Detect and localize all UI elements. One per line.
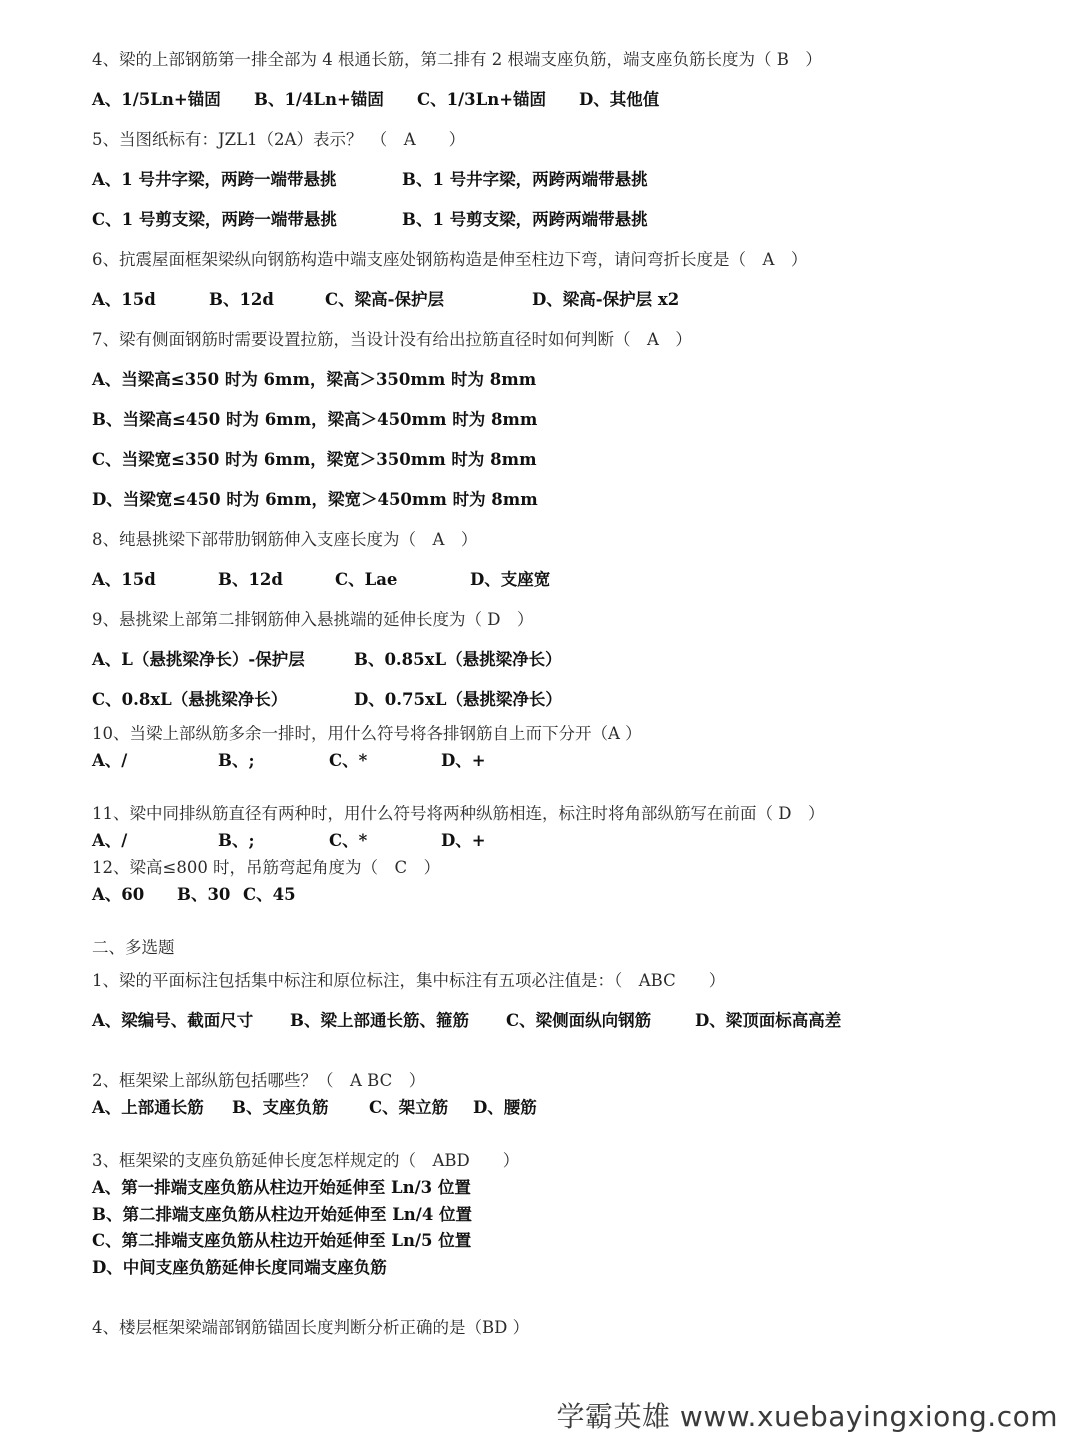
question-9: 9、悬挑梁上部第二排钢筋伸入悬挑端的延伸长度为（ D ） xyxy=(92,610,534,629)
question-12: 12、梁高≤800 时，吊筋弯起角度为（ C ） xyxy=(92,858,441,877)
option-b: B、1/4Ln+锚固 xyxy=(254,90,384,109)
option-b: B、梁上部通长筋、箍筋 xyxy=(290,1011,469,1030)
option-a: A、上部通长筋 xyxy=(92,1098,204,1117)
option-b: B、12d xyxy=(218,570,283,589)
watermark: 学霸英雄 www.xuebayingxiong.com xyxy=(556,1400,1058,1433)
question-11-options xyxy=(92,833,992,853)
option-a: A、第一排端支座负筋从柱边开始延伸至 Ln/3 位置 xyxy=(92,1178,471,1197)
multi-question-2: 2、框架梁上部纵筋包括哪些？（ A BC ） xyxy=(92,1071,426,1090)
option-c: C、Lae xyxy=(335,570,398,589)
question-5-options-row1 xyxy=(92,172,992,192)
question-5: 5、当图纸标有：JZL1（2A）表示？ （ A ） xyxy=(92,130,466,149)
option-c: C、* xyxy=(329,831,368,850)
question-9-options-row1 xyxy=(92,652,992,672)
option-c: C、45 xyxy=(243,885,296,904)
option-d: D、支座宽 xyxy=(470,570,551,589)
option-d: D、梁顶面标高高差 xyxy=(695,1011,842,1030)
option-a: A、60 xyxy=(92,885,145,904)
option-c: C、当梁宽≤350 时为 6mm，梁宽＞350mm 时为 8mm xyxy=(92,450,537,469)
question-10: 10、当梁上部纵筋多余一排时，用什么符号将各排钢筋自上而下分开（A ） xyxy=(92,724,642,743)
option-c: C、1/3Ln+锚固 xyxy=(417,90,547,109)
option-b: B、支座负筋 xyxy=(232,1098,329,1117)
option-c: C、* xyxy=(329,751,368,770)
option-b: B、1 号井字梁，两跨两端带悬挑 xyxy=(402,170,648,189)
option-d: D、+ xyxy=(441,831,486,850)
option-b2: B、1 号剪支梁，两跨两端带悬挑 xyxy=(402,210,648,229)
option-c: C、梁高-保护层 xyxy=(325,290,444,309)
option-a: A、15d xyxy=(92,570,156,589)
option-d: D、当梁宽≤450 时为 6mm，梁宽＞450mm 时为 8mm xyxy=(92,490,538,509)
option-d: D、腰筋 xyxy=(473,1098,537,1117)
question-4: 4、梁的上部钢筋第一排全部为 4 根通长筋，第二排有 2 根端支座负筋，端支座负筋长度为（ B ） xyxy=(92,50,822,69)
option-b: B、; xyxy=(218,751,255,770)
option-a: A、/ xyxy=(92,831,128,850)
option-d: D、+ xyxy=(441,751,486,770)
option-b: B、0.85xL（悬挑梁净长） xyxy=(354,650,562,669)
option-d: D、其他值 xyxy=(579,90,660,109)
option-b: B、当梁高≤450 时为 6mm，梁高＞450mm 时为 8mm xyxy=(92,410,538,429)
question-4-options xyxy=(92,92,992,112)
multi-question-3: 3、框架梁的支座负筋延伸长度怎样规定的（ ABD ） xyxy=(92,1151,520,1170)
option-a: A、/ xyxy=(92,751,128,770)
question-12-options xyxy=(92,887,992,907)
multi-question-4: 4、楼层框架梁端部钢筋锚固长度判断分析正确的是（BD ） xyxy=(92,1318,530,1337)
option-d: D、中间支座负筋延伸长度同端支座负筋 xyxy=(92,1258,387,1277)
option-c: C、架立筋 xyxy=(369,1098,449,1117)
question-6: 6、抗震屋面框架梁纵向钢筋构造中端支座处钢筋构造是伸至柱边下弯，请问弯折长度是（ A ） xyxy=(92,250,808,269)
option-d: D、梁高-保护层 x2 xyxy=(532,290,680,309)
question-10-options xyxy=(92,753,992,773)
option-a: A、1/5Ln+锚固 xyxy=(92,90,221,109)
option-a: A、梁编号、截面尺寸 xyxy=(92,1011,254,1030)
section-title: 二、多选题 xyxy=(92,938,175,957)
question-8-options xyxy=(92,572,992,592)
option-c: C、第二排端支座负筋从柱边开始延伸至 Ln/5 位置 xyxy=(92,1231,472,1250)
option-c: C、0.8xL（悬挑梁净长） xyxy=(92,690,288,709)
question-5-options-row2 xyxy=(92,212,992,232)
option-b: B、30 xyxy=(177,885,231,904)
question-7: 7、梁有侧面钢筋时需要设置拉筋，当设计没有给出拉筋直径时如何判断（ A ） xyxy=(92,330,692,349)
option-a: A、L（悬挑梁净长）-保护层 xyxy=(92,650,305,669)
option-b: B、第二排端支座负筋从柱边开始延伸至 Ln/4 位置 xyxy=(92,1205,473,1224)
option-a: A、1 号井字梁，两跨一端带悬挑 xyxy=(92,170,337,189)
question-11: 11、梁中同排纵筋直径有两种时，用什么符号将两种纵筋相连，标注时将角部纵筋写在前面（ D ） xyxy=(92,804,825,823)
multi-question-1: 1、梁的平面标注包括集中标注和原位标注，集中标注有五项必注值是：（ ABC ） xyxy=(92,971,726,990)
option-c: C、1 号剪支梁，两跨一端带悬挑 xyxy=(92,210,337,229)
question-8: 8、纯悬挑梁下部带肋钢筋伸入支座长度为（ A ） xyxy=(92,530,478,549)
option-d: D、0.75xL（悬挑梁净长） xyxy=(354,690,562,709)
question-6-options xyxy=(92,292,992,312)
multi-question-1-options xyxy=(92,1013,992,1033)
option-b: B、12d xyxy=(209,290,274,309)
question-9-options-row2 xyxy=(92,692,992,712)
option-a: A、15d xyxy=(92,290,156,309)
option-b: B、; xyxy=(218,831,255,850)
option-c: C、梁侧面纵向钢筋 xyxy=(506,1011,652,1030)
multi-question-2-options xyxy=(92,1100,992,1120)
option-a: A、当梁高≤350 时为 6mm，梁高＞350mm 时为 8mm xyxy=(92,370,537,389)
